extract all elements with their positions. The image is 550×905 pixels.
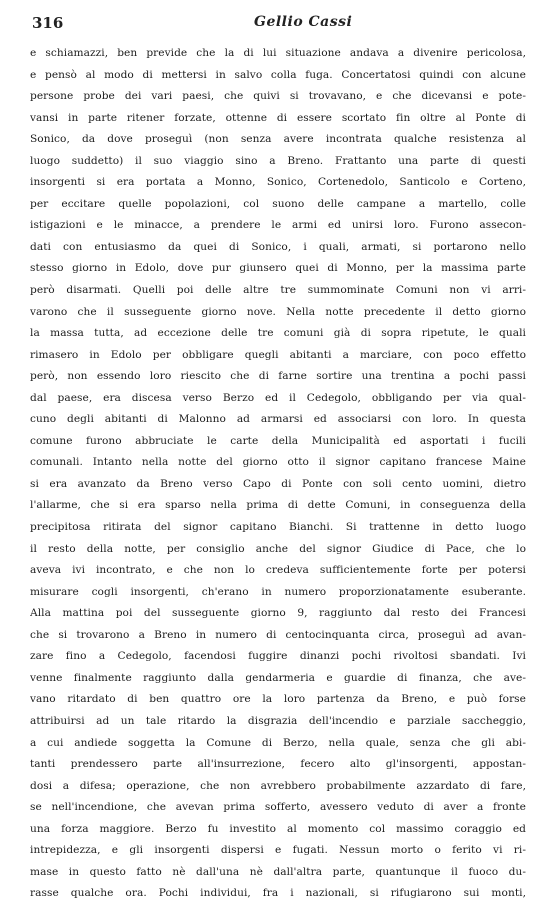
text-line: intrepidezza, e gli insorgenti dispersi e fugati. Nessun morto o ferito vi ri- bbox=[30, 844, 526, 857]
text-line: stesso giorno in Edolo, dove pur giunsero quei di Monno, per la massima parte bbox=[30, 262, 526, 275]
text-line: se nell'incendione, che avevan prima sofferto, avessero veduto di aver a fronte bbox=[30, 801, 526, 814]
text-line: per eccitare quelle popolazioni, col suono delle campane a martello, colle bbox=[30, 197, 526, 210]
text-line: comune furono abbruciate le carte della Municipalità ed asportati i fucili bbox=[30, 434, 526, 447]
text-line: e schiamazzi, ben previde che la di lui situazione andava a divenire pericolosa, bbox=[30, 47, 526, 59]
text-line: aveva ivi incontrato, e che non lo credeva sufficientemente forte per potersi bbox=[30, 564, 526, 577]
text-line: persone probe dei vari paesi, che quivi si trovavano, e che dicevansi e pote- bbox=[30, 90, 526, 103]
text-line: luogo suddetto) il suo viaggio sino a Breno. Frattanto una parte di questi bbox=[30, 154, 526, 167]
text-line: vano ritardato di ben quattro ore la loro partenza da Breno, e può forse bbox=[30, 693, 526, 706]
text-line: Sonico, da dove proseguì (non senza avere incontrata qualche resistenza al bbox=[30, 133, 526, 146]
text-line: rasse qualche ora. Pochi individui, fra i nazionali, si rifugiarono sui monti, bbox=[30, 887, 526, 900]
text-line: a cui andiede soggetta la Comune di Berzo, nella quale, senza che gli abi- bbox=[30, 736, 526, 749]
text-line: misurare cogli insorgenti, ch'erano in numero proporzionatamente esuberante. bbox=[30, 585, 526, 598]
text-line: varono che il susseguente giorno nove. Nella notte precedente il detto giorno bbox=[30, 305, 526, 318]
text-line: si era avanzato da Breno verso Capo di Ponte con soli cento uomini, dietro bbox=[30, 477, 526, 490]
text-line: venne finalmente raggiunto dalla gendarmeria e guardie di finanza, che ave- bbox=[30, 671, 526, 684]
text-line: l'allarme, che si era sparso nella prima di dette Comuni, in conseguenza della bbox=[30, 499, 526, 512]
text-line: una forza maggiore. Berzo fu investito al momento col massimo coraggio ed bbox=[30, 822, 526, 835]
text-line: cuno degli abitanti di Malonno ad armarsi ed associarsi con loro. In questa bbox=[30, 413, 526, 426]
text-line: dal paese, era discesa verso Berzo ed il Cedegolo, obbligando per via qual- bbox=[30, 391, 526, 404]
text-line: dati con entusiasmo da quei di Sonico, i quali, armati, si portarono nello bbox=[30, 240, 526, 253]
text-line: rimasero in Edolo per obbligare quegli abitanti a marciare, con poco effetto bbox=[30, 348, 526, 361]
text-line: dosi a difesa; operazione, che non avrebbero probabilmente azzardato di fare, bbox=[30, 779, 526, 792]
text-line: però, non essendo loro riescito che di farne sortire una trentina a pochi passi bbox=[30, 370, 526, 383]
text-line: che si trovarono a Breno in numero di centocinquanta circa, proseguì ad avan- bbox=[30, 628, 526, 641]
text-line: zare fino a Cedegolo, facendosi fuggire dinanzi pochi rivoltosi sbandati. Ivi bbox=[30, 650, 526, 663]
text-line: il resto della notte, per consiglio anche del signor Giudice di Pace, che lo bbox=[30, 542, 526, 555]
running-title: Gellio Cassi bbox=[254, 14, 353, 30]
text-line: però disarmati. Quelli poi delle altre tre summominate Comuni non vi arri- bbox=[30, 284, 526, 297]
text-line: insorgenti si era portata a Monno, Sonico, Cortenedolo, Santicolo e Corteno, bbox=[30, 176, 526, 189]
body-text bbox=[30, 43, 526, 905]
text-line: tanti prendessero parte all'insurrezione, fecero alto gl'insorgenti, appostan- bbox=[30, 758, 526, 771]
running-head bbox=[32, 14, 522, 36]
text-line: vansi in parte ritener forzate, ottenne di essere scortato fin oltre al Ponte di bbox=[30, 111, 526, 124]
text-line: e pensò al modo di mettersi in salvo colla fuga. Concertatosi quindi con alcune bbox=[30, 68, 526, 81]
text-line: comunali. Intanto nella notte del giorno otto il signor capitano francese Maine bbox=[30, 456, 526, 469]
text-line: precipitosa ritirata del signor capitano Bianchi. Si trattenne in detto luogo bbox=[30, 521, 526, 534]
text-line: mase in questo fatto nè dall'una nè dall'altra parte, quantunque il fuoco du- bbox=[30, 865, 526, 878]
text-line: Alla mattina poi del susseguente giorno 9, raggiunto dal resto dei Francesi bbox=[30, 607, 526, 620]
text-line: la massa tutta, ad eccezione delle tre comuni già di sopra ripetute, le quali bbox=[30, 327, 526, 340]
text-line: attribuirsi ad un tale ritardo la disgrazia dell'incendio e parziale saccheggio, bbox=[30, 714, 526, 727]
text-line: istigazioni e le minacce, a prendere le armi ed unirsi loro. Furono assecon- bbox=[30, 219, 526, 232]
page-number: 316 bbox=[32, 14, 64, 32]
